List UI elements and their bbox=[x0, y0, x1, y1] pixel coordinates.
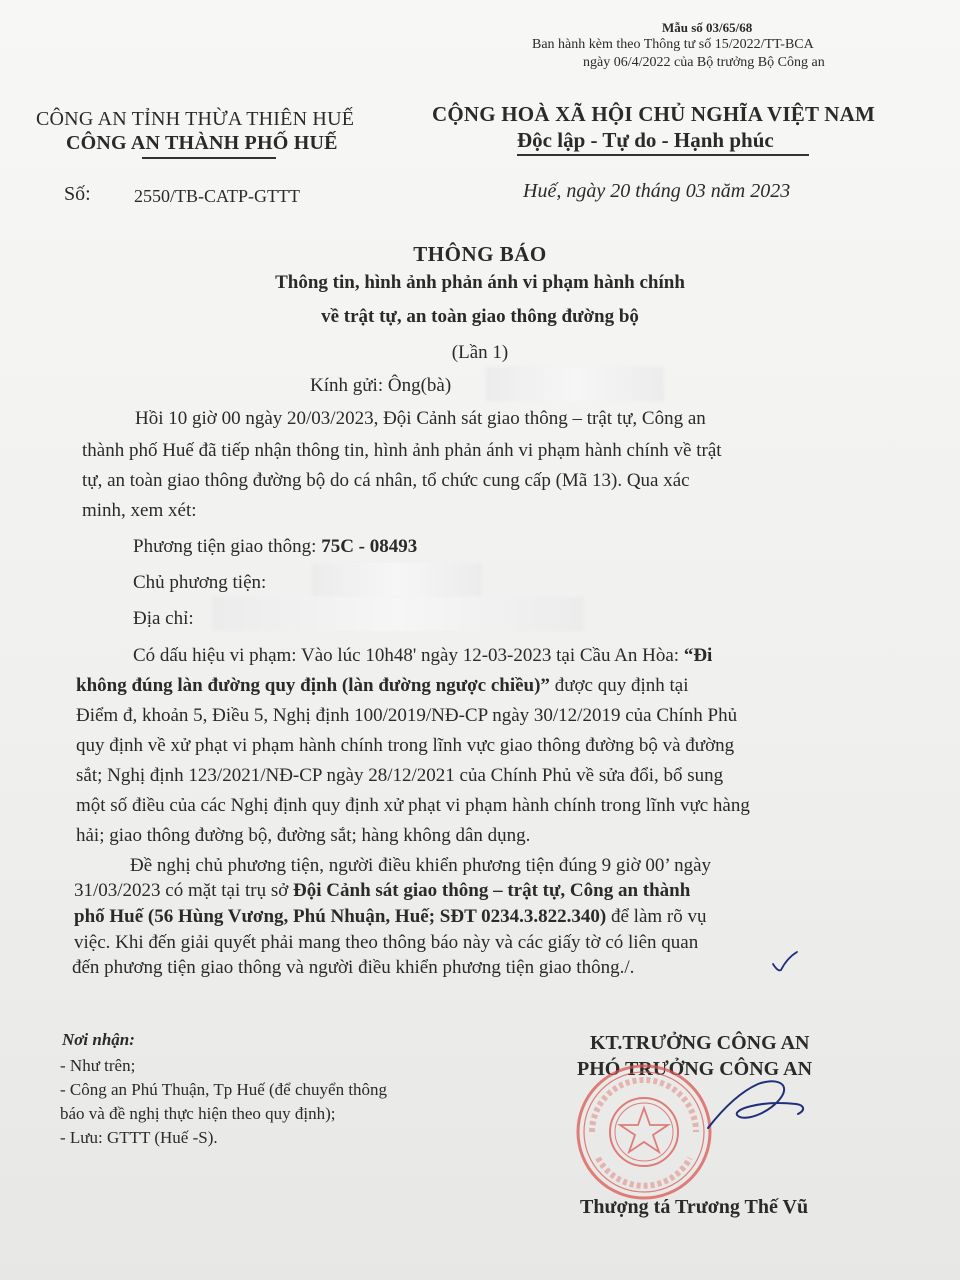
para1-line2: thành phố Huế đã tiếp nhận thông tin, hình ảnh phản ánh vi phạm hành chính về trật bbox=[82, 440, 722, 461]
request-office: Đội Cảnh sát giao thông – trật tự, Công an thành bbox=[293, 880, 691, 901]
doc-number: 2550/TB-CATP-GTTT bbox=[134, 186, 300, 206]
form-issued-line2: ngày 06/4/2022 của Bộ trưởng Bộ Công an bbox=[583, 55, 825, 70]
owner-label: Chủ phương tiện: bbox=[133, 572, 267, 593]
handwritten-check-icon bbox=[770, 950, 800, 975]
redacted-recipient-name bbox=[486, 367, 664, 401]
recipient-label: Kính gửi: Ông(bà) bbox=[310, 375, 452, 396]
request-line2 bbox=[74, 880, 690, 902]
violation-description: không đúng làn đường quy định (làn đường ngược chiều)” bbox=[76, 675, 550, 696]
violation-regulated: được quy định tại bbox=[549, 675, 689, 696]
request-date: 31/03/2023 có mặt tại trụ sở bbox=[74, 880, 294, 901]
violation-line7: hải; giao thông đường bộ, đường sắt; hàng không dân dụng. bbox=[76, 825, 531, 846]
form-number: Mẫu số 03/65/68 bbox=[662, 20, 753, 35]
signature-title-1: KT.TRƯỞNG CÔNG AN bbox=[590, 1032, 810, 1054]
document-title: THÔNG BÁO bbox=[413, 242, 547, 266]
national-motto: Độc lập - Tự do - Hạnh phúc bbox=[517, 128, 774, 152]
redacted-address bbox=[212, 597, 584, 631]
signer-name: Thượng tá Trương Thế Vũ bbox=[580, 1196, 809, 1218]
recipient-item-2b: báo và đề nghị thực hiện theo quy định); bbox=[60, 1104, 336, 1123]
doc-number-label: Số: bbox=[64, 183, 91, 205]
vehicle-plate: 75C - 08493 bbox=[321, 536, 418, 557]
violation-line4: quy định về xử phạt vi phạm hành chính trong lĩnh vực giao thông đường bộ và đường bbox=[76, 735, 735, 756]
violation-line1 bbox=[133, 645, 712, 667]
notice-count: (Lần 1) bbox=[451, 342, 509, 363]
recipient-item-2a: - Công an Phú Thuận, Tp Huế (để chuyển thông bbox=[60, 1080, 388, 1099]
violation-quote-start: “Đi bbox=[683, 645, 713, 666]
agency-underline bbox=[142, 157, 276, 159]
agency-name: CÔNG AN THÀNH PHỐ HUẾ bbox=[66, 132, 338, 154]
recipients-title: Nơi nhận: bbox=[62, 1030, 135, 1049]
redacted-owner bbox=[312, 563, 482, 597]
request-line4: việc. Khi đến giải quyết phải mang theo thông báo này và các giấy tờ có liên quan bbox=[74, 932, 699, 953]
request-office-address: phố Huế (56 Hùng Vương, Phú Nhuận, Huế; SĐT 0234.3.822.340) bbox=[74, 906, 607, 927]
document-subtitle-2: về trật tự, an toàn giao thông đường bộ bbox=[321, 306, 639, 327]
request-line3 bbox=[74, 906, 707, 928]
motto-underline bbox=[517, 154, 809, 156]
request-line5: đến phương tiện giao thông và người điều khiển phương tiện giao thông./. bbox=[72, 957, 635, 978]
address-label: Địa chỉ: bbox=[133, 608, 194, 629]
agency-parent: CÔNG AN TỈNH THỪA THIÊN HUẾ bbox=[36, 108, 355, 130]
place-date: Huế, ngày 20 tháng 03 năm 2023 bbox=[523, 180, 791, 202]
vehicle-label: Phương tiện giao thông: bbox=[133, 536, 317, 557]
request-line1: Đề nghị chủ phương tiện, người điều khiển phương tiện đúng 9 giờ 00’ ngày bbox=[130, 855, 712, 876]
para1-line4: minh, xem xét: bbox=[82, 500, 197, 521]
violation-line3: Điểm đ, khoản 5, Điều 5, Nghị định 100/2019/NĐ-CP ngày 30/12/2019 của Chính Phủ bbox=[76, 705, 738, 726]
violation-intro: Có dấu hiệu vi phạm: Vào lúc 10h48' ngày 12-03-2023 tại Cầu An Hòa: bbox=[133, 645, 684, 666]
handwritten-signature-icon bbox=[700, 1070, 810, 1150]
violation-line2 bbox=[76, 675, 689, 697]
official-stamp-icon bbox=[572, 1062, 716, 1202]
recipient-item-3: - Lưu: GTTT (Huế -S). bbox=[60, 1128, 218, 1147]
violation-line5: sắt; Nghị định 123/2021/NĐ-CP ngày 28/12/2021 của Chính Phủ về sửa đổi, bổ sung bbox=[76, 765, 724, 786]
vehicle-row bbox=[133, 536, 417, 558]
signature-title-2: PHÓ TRƯỞNG CÔNG AN bbox=[577, 1058, 813, 1080]
form-issued-line1: Ban hành kèm theo Thông tư số 15/2022/TT-BCA bbox=[532, 37, 814, 52]
country-name: CỘNG HOÀ XÃ HỘI CHỦ NGHĨA VIỆT NAM bbox=[432, 102, 875, 126]
para1-line3: tự, an toàn giao thông đường bộ do cá nhân, tổ chức cung cấp (Mã 13). Qua xác bbox=[82, 470, 690, 491]
violation-line6: một số điều của các Nghị định quy định xử phạt vi phạm hành chính trong lĩnh vực hàng bbox=[76, 795, 750, 816]
recipient-item-1: - Như trên; bbox=[60, 1056, 136, 1075]
request-purpose: để làm rõ vụ bbox=[606, 906, 707, 927]
document-subtitle-1: Thông tin, hình ảnh phản ánh vi phạm hành chính bbox=[275, 272, 685, 293]
para1-line1: Hồi 10 giờ 00 ngày 20/03/2023, Đội Cảnh sát giao thông – trật tự, Công an bbox=[135, 408, 706, 429]
